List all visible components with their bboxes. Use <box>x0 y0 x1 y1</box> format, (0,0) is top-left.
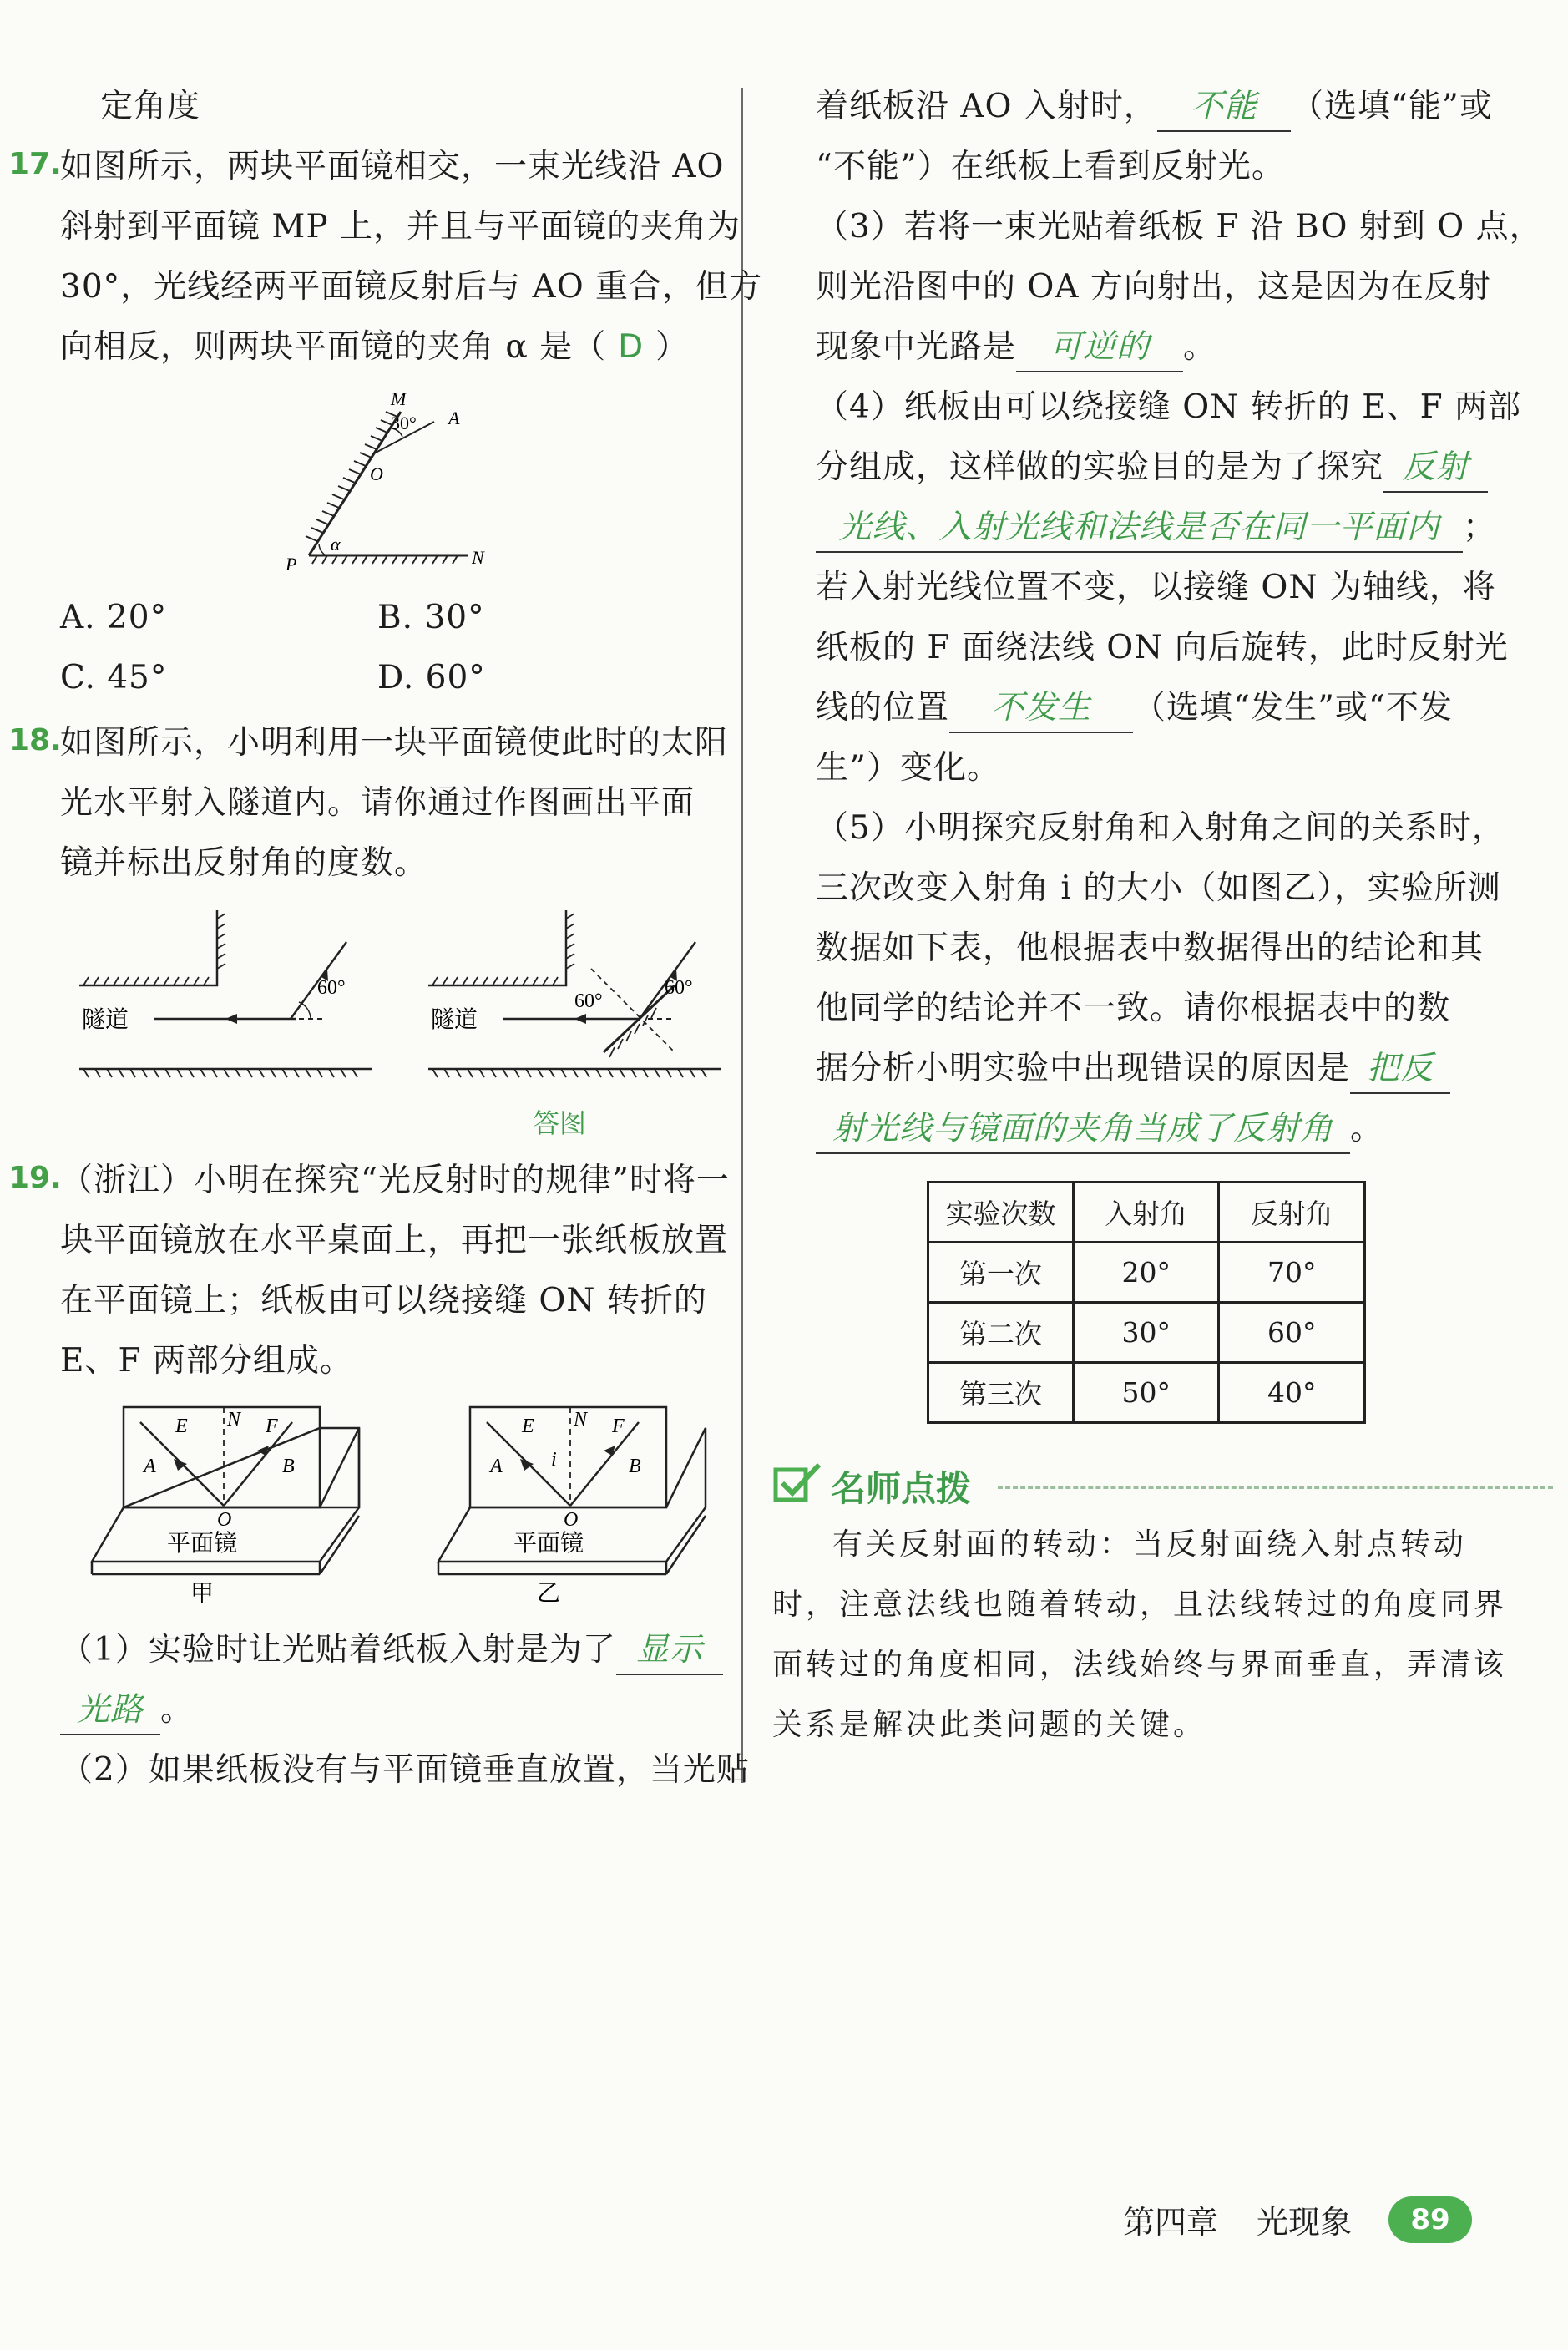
q19-yi-i: i <box>551 1449 557 1471</box>
q17-answer: D <box>618 328 645 366</box>
p3-end: 。 <box>1183 328 1217 366</box>
p4-line5: 纸板的 F 面绕法线 ON 向后旋转，此时反射光 <box>816 629 1509 666</box>
q19-p1-answer-a: 显示 <box>616 1627 723 1675</box>
q18-line-1: 如图所示，小明利用一块平面镜使此时的太阳 <box>60 724 729 762</box>
tip-line-2: 时，注意法线也随着转动，且法线转过的角度同界 <box>772 1588 1508 1622</box>
q17-option-d: D. 60° <box>377 659 486 696</box>
data-table <box>927 1181 1366 1424</box>
column-divider <box>741 88 743 1783</box>
p3-line1: （3）若将一束光贴着纸板 F 沿 BO 射到 O 点， <box>816 208 1543 246</box>
q19-yi-b: B <box>629 1456 641 1477</box>
p5-answer-a: 把反 <box>1350 1046 1450 1094</box>
p5-line1: （5）小明探究反射角和入射角之间的关系时， <box>816 809 1505 847</box>
p5-line4: 他同学的结论并不一致。请你根据表中的数 <box>816 990 1451 1027</box>
q19-yi-f: F <box>612 1416 625 1437</box>
p4-answer-2: 不发生 <box>949 685 1133 733</box>
tip-check-icon <box>772 1460 824 1510</box>
q17-label-m: M <box>391 388 407 409</box>
p3-line3 <box>816 324 1216 372</box>
q19-line-3: 在平面镜上；纸板由可以绕接缝 ON 转折的 <box>60 1282 707 1319</box>
q17-line-3: 30°，光线经两平面镜反射后与 AO 重合，但方 <box>60 268 763 306</box>
table-header: 入射角 <box>1073 1183 1219 1243</box>
q19-p1-line2 <box>60 1687 194 1735</box>
q19-jia-a: A <box>144 1456 156 1477</box>
table-cell: 50° <box>1073 1363 1219 1423</box>
p5-line2: 三次改变入射角 i 的大小（如图乙），实验所测 <box>816 869 1501 907</box>
table-cell: 60° <box>1219 1303 1365 1363</box>
footer-chapter: 第四章 <box>1123 2204 1219 2241</box>
tip-line-3: 面转过的角度相同，法线始终与界面垂直，弄清该 <box>772 1648 1508 1682</box>
table-row <box>928 1303 1365 1363</box>
q19-jia-b: B <box>282 1456 295 1477</box>
q19-line-2: 块平面镜放在水平桌面上，再把一张纸板放置 <box>60 1222 729 1259</box>
p2-line1 <box>816 84 1493 132</box>
p5-end: 。 <box>1350 1110 1384 1147</box>
page-number: 89 <box>1388 2196 1472 2243</box>
p5-answer-b: 射光线与镜面的夹角当成了反射角 <box>816 1106 1350 1154</box>
p2-answer: 不能 <box>1157 84 1291 132</box>
q18-tunnel-right: 隧道 <box>431 1007 478 1033</box>
q17-line-4 <box>60 324 689 371</box>
table-cell: 第二次 <box>928 1303 1074 1363</box>
q16-tail: 定角度 <box>100 88 201 125</box>
p4-answer-a: 反射 <box>1383 444 1488 493</box>
q18-figure <box>75 902 726 1089</box>
table-cell: 70° <box>1219 1243 1365 1303</box>
q19-p1-end: 。 <box>160 1691 195 1729</box>
table-cell: 40° <box>1219 1363 1365 1423</box>
tip-divider <box>998 1486 1553 1489</box>
q19-jia-o: O <box>217 1509 232 1531</box>
p5-line5 <box>816 1046 1450 1094</box>
q18-angle-right-b: 60° <box>665 977 693 999</box>
q17-label-p: P <box>286 554 297 575</box>
tip-title: 名师点拨 <box>831 1468 972 1509</box>
q17-label-a: A <box>448 408 460 428</box>
q18-angle-right-a: 60° <box>574 990 603 1012</box>
p4-line7: 生”）变化。 <box>816 749 1000 787</box>
p5-line3: 数据如下表，他根据表中数据得出的结论和其 <box>816 929 1485 967</box>
q17-label-n: N <box>472 547 484 568</box>
q18-line-2: 光水平射入隧道内。请你通过作图画出平面 <box>60 784 695 822</box>
table-cell: 30° <box>1073 1303 1219 1363</box>
q19-number: 19. <box>8 1161 62 1195</box>
q19-jia-mirror: 平面镜 <box>167 1531 238 1557</box>
q19-line-1: （浙江）小明在探究“光反射时的规律”时将一 <box>60 1162 730 1199</box>
q19-p1-line1 <box>60 1627 723 1675</box>
q17-label-o: O <box>370 463 383 484</box>
q17-option-a: A. 20° <box>60 599 168 636</box>
q17-number: 17. <box>8 147 62 181</box>
table-header: 反射角 <box>1219 1183 1365 1243</box>
p4-answer-b: 光线、入射光线和法线是否在同一平面内 <box>816 504 1463 553</box>
q19-p2-line1: （2）如果纸板没有与平面镜垂直放置，当光贴 <box>60 1751 750 1789</box>
p3-line2: 则光沿图中的 OA 方向射出，这是因为在反射 <box>816 268 1491 306</box>
q19-p1-text: （1）实验时让光贴着纸板入射是为了 <box>60 1631 616 1669</box>
q19-yi-n: N <box>574 1409 588 1431</box>
p3-answer: 可逆的 <box>1016 324 1183 372</box>
p4-semicolon: ； <box>1463 509 1497 546</box>
p4-line6-text: 线的位置 <box>816 689 950 727</box>
p5-text: 据分析小明实验中出现错误的原因是 <box>816 1050 1351 1087</box>
p4-line2 <box>816 444 1488 493</box>
q17-line-4-text: 向相反，则两块平面镜的夹角 α 是（ <box>60 328 607 366</box>
table-cell: 第三次 <box>928 1363 1074 1423</box>
p2-cont: 着纸板沿 AO 入射时， <box>816 88 1157 125</box>
q18-tunnel-left: 隧道 <box>82 1007 129 1033</box>
p2-tail: （选填“能”或 <box>1290 88 1493 125</box>
q19-yi-mirror: 平面镜 <box>513 1531 584 1557</box>
q19-yi-caption: 乙 <box>537 1581 561 1607</box>
q17-option-b: B. 30° <box>377 599 485 636</box>
q17-figure <box>276 388 509 584</box>
q19-yi-e: E <box>522 1416 534 1437</box>
q19-yi-o: O <box>564 1509 579 1531</box>
q19-line-4: E、F 两部分组成。 <box>60 1342 353 1380</box>
q19-jia-caption: 甲 <box>190 1581 215 1607</box>
q17-line-1: 如图所示，两块平面镜相交，一束光线沿 AO <box>60 148 725 185</box>
q18-number: 18. <box>8 723 62 757</box>
q19-jia-e: E <box>175 1416 188 1437</box>
p3-text: 现象中光路是 <box>816 328 1017 366</box>
q17-close: ） <box>655 328 690 366</box>
q17-label-alpha: α <box>331 534 341 555</box>
q19-yi-a: A <box>490 1456 503 1477</box>
q19-jia-n: N <box>227 1409 241 1431</box>
table-row <box>928 1243 1365 1303</box>
q19-figures <box>83 1399 718 1611</box>
p4-line4: 若入射光线位置不变，以接缝 ON 为轴线，将 <box>816 569 1496 606</box>
footer-title: 光现象 <box>1257 2204 1353 2241</box>
p4-line3 <box>816 504 1496 553</box>
table-cell: 20° <box>1073 1243 1219 1303</box>
q17-label-angle: 30° <box>391 413 417 433</box>
q19-p1-answer-b: 光路 <box>60 1687 160 1735</box>
p5-line6 <box>816 1106 1383 1154</box>
q17-line-2: 斜射到平面镜 MP 上，并且与平面镜的夹角为 <box>60 208 741 246</box>
p4-line6 <box>816 685 1453 733</box>
table-cell: 第一次 <box>928 1243 1074 1303</box>
table-header: 实验次数 <box>928 1183 1074 1243</box>
q19-jia-f: F <box>266 1416 278 1437</box>
q18-caption: 答图 <box>533 1107 587 1139</box>
tip-line-4: 关系是解决此类问题的关键。 <box>772 1708 1207 1742</box>
q17-option-c: C. 45° <box>60 659 168 696</box>
tip-line-1: 有关反射面的转动：当反射面绕入射点转动 <box>832 1527 1468 1562</box>
q18-line-3: 镜并标出反射角的度数。 <box>60 844 428 882</box>
p4-line6-tail: （选填“发生”或“不发 <box>1133 689 1453 727</box>
p4-text: 分组成，这样做的实验目的是为了探究 <box>816 448 1384 486</box>
q18-angle-left: 60° <box>317 977 346 999</box>
table-header-row <box>928 1183 1365 1243</box>
table-row <box>928 1363 1365 1423</box>
p4-line1: （4）纸板由可以绕接缝 ON 转折的 E、F 两部 <box>816 388 1522 426</box>
p2-line2: “不能”）在纸板上看到反射光。 <box>816 148 1285 185</box>
